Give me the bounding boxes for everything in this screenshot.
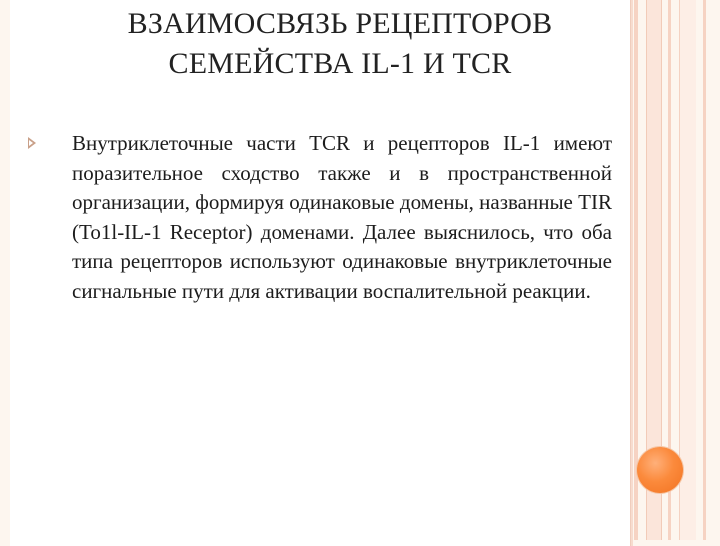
orange-circle-decoration: [637, 447, 683, 493]
decor-band: [634, 0, 638, 540]
decor-band: [703, 0, 706, 540]
slide-title: [60, 4, 620, 84]
triangle-bullet-icon: [28, 137, 36, 149]
decor-band: [679, 0, 696, 540]
title-line-1: ВЗАИМОСВЯЗЬ РЕЦЕПТОРОВ: [127, 7, 553, 40]
body-paragraph: Внутриклеточные части TCR и рецепторов IL-1 имеют поразительное сходство также и в пространственной организации, формируя одинаковые домены, названные TIR (To1l-IL-1 Receptor) доменами. Далее выяснилось, что оба типа рецепторов используют одинаковые внутриклеточные сигнальные пути для активации воспалительной реакции.: [72, 131, 612, 303]
title-line-2: СЕМЕЙСТВА IL-1 И TCR: [168, 47, 512, 80]
